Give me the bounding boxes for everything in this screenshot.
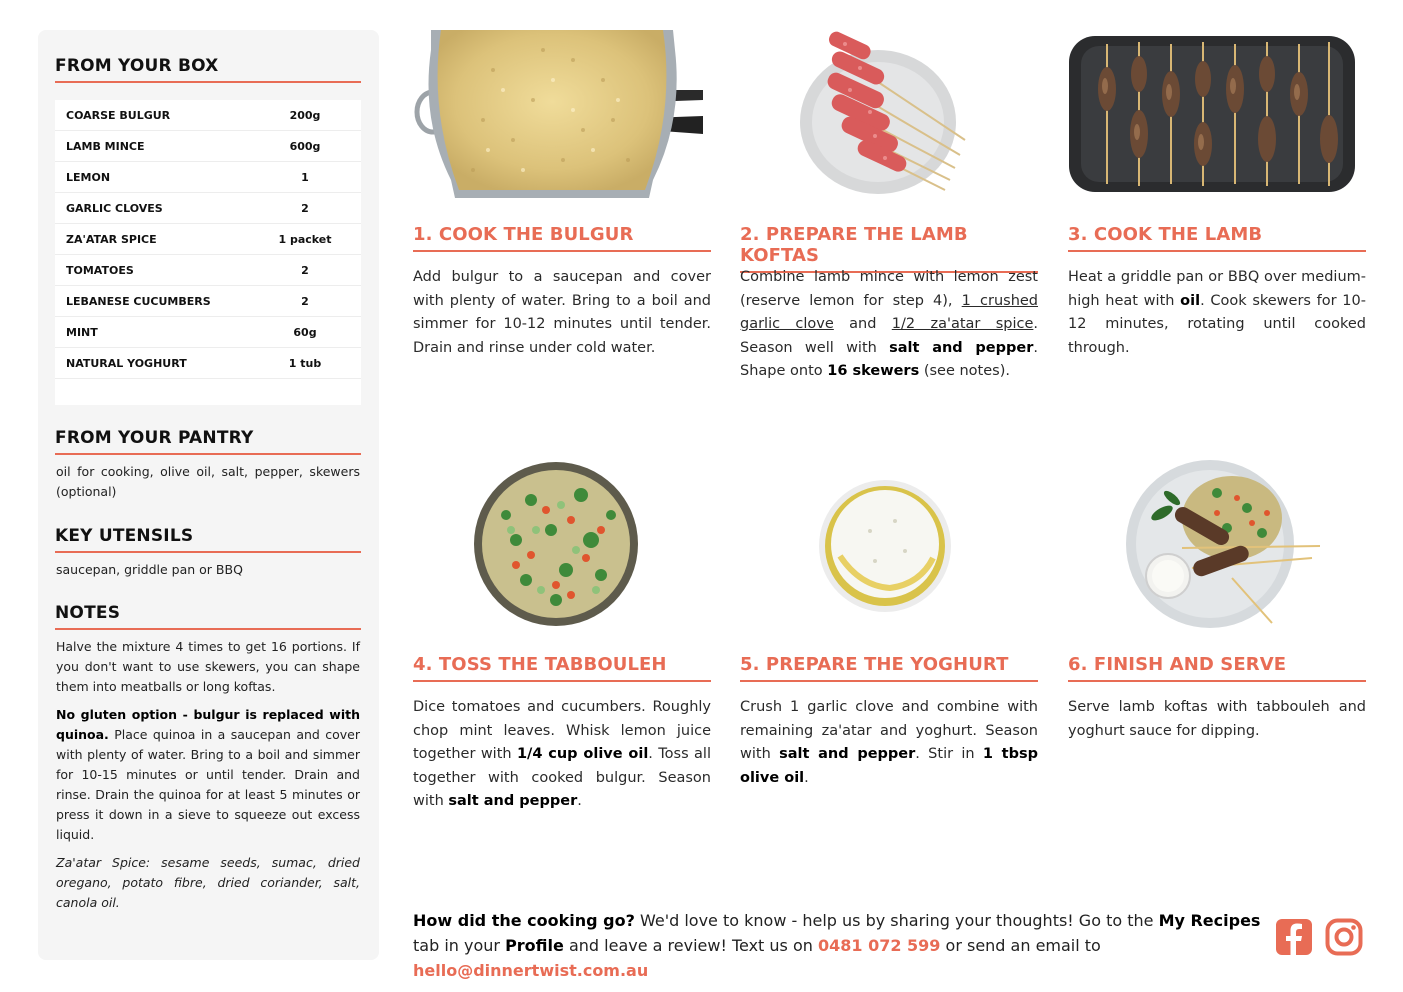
- table-row: [55, 193, 361, 224]
- raw-koftas-plate-image: [790, 30, 975, 198]
- table-row: [55, 317, 361, 348]
- step-2-text: Combine lamb mince with lemon zest (reserve lemon for step 4),: [740, 269, 1038, 309]
- notes-heading: NOTES: [55, 603, 361, 630]
- step-2-text: (see notes).: [919, 363, 1010, 379]
- bulgur-pot-image: [413, 30, 711, 198]
- table-row: [55, 162, 361, 193]
- notes-text: [56, 637, 360, 921]
- footer-question: How did the cooking go?: [413, 911, 635, 930]
- table-row: [55, 100, 361, 131]
- ingredient-qty: 2: [301, 201, 309, 215]
- table-row: [55, 131, 361, 162]
- box-ingredients-table: [55, 100, 361, 405]
- notes-portions: Halve the mixture 4 times to get 16 portions. If you don't want to use skewers, you can shape them into meatballs or long koftas.: [56, 639, 360, 694]
- ingredient-qty: 1 tub: [288, 356, 322, 370]
- facebook-icon[interactable]: [1275, 918, 1313, 956]
- footer-text: or send an email to: [940, 936, 1101, 955]
- table-row: [55, 286, 361, 317]
- my-recipes-label: My Recipes: [1158, 911, 1261, 930]
- notes-gluten-free: [56, 705, 360, 845]
- notes-gluten-free-title: No gluten option - bulgur is replaced with quinoa.: [56, 707, 360, 742]
- ingredient-qty: 2: [301, 294, 309, 308]
- ingredient-name: LEMON: [66, 170, 111, 184]
- phone-link[interactable]: 0481 072 599: [817, 936, 941, 955]
- step-2-text: and: [833, 316, 892, 332]
- ingredient-qty: 1: [301, 170, 309, 184]
- step-5-title: 5. PREPARE THE YOGHURT: [740, 654, 1038, 682]
- ingredient-qty: 600g: [289, 139, 321, 153]
- step-2-text: . Season well with: [740, 316, 1038, 356]
- finished-dish-image: [1122, 458, 1322, 630]
- instagram-icon[interactable]: [1325, 918, 1363, 956]
- step-2-spice: 1/2 za'atar spice: [891, 316, 1034, 332]
- profile-label: Profile: [505, 936, 564, 955]
- box-heading: FROM YOUR BOX: [55, 56, 361, 83]
- step-2-title: 2. PREPARE THE LAMB KOFTAS: [740, 224, 1038, 273]
- email-link[interactable]: hello@dinnertwist.com.au: [413, 961, 649, 980]
- utensils-heading: KEY UTENSILS: [55, 526, 361, 553]
- step-5-text: Crush 1 garlic clove and combine with remaining za'atar and yoghurt. Season with: [740, 699, 1038, 762]
- ingredient-name: COARSE BULGUR: [66, 108, 171, 122]
- footer-text: and leave a review! Text us on: [563, 936, 818, 955]
- step-5-body: [740, 696, 1038, 790]
- step-4-text: . Toss all together with cooked bulgur. Season with: [413, 746, 711, 809]
- ingredient-qty: 200g: [289, 108, 321, 122]
- footer-text: tab in your: [413, 936, 506, 955]
- ingredient-name: TOMATOES: [66, 263, 134, 277]
- ingredient-qty: 1 packet: [278, 232, 332, 246]
- table-row: [55, 348, 361, 379]
- yoghurt-bowl-image: [815, 476, 955, 616]
- ingredient-name: GARLIC CLOVES: [66, 201, 163, 215]
- step-3-text: Heat a griddle pan or BBQ over medium-high heat with: [1068, 269, 1366, 309]
- pantry-heading: FROM YOUR PANTRY: [55, 428, 361, 455]
- step-3-body: [1068, 266, 1366, 360]
- tabbouleh-bowl-image: [471, 460, 641, 628]
- step-3-oil: oil: [1180, 292, 1201, 309]
- footer-text: We'd love to know - help us by sharing your thoughts! Go to the: [634, 911, 1159, 930]
- ingredient-name: LEBANESE CUCUMBERS: [66, 294, 211, 308]
- ingredient-name: ZA'ATAR SPICE: [66, 232, 157, 246]
- step-4-title: 4. TOSS THE TABBOULEH: [413, 654, 711, 682]
- step-4-body: [413, 696, 711, 814]
- step-5-seasoning: salt and pepper: [779, 746, 916, 762]
- step-3-text: . Cook skewers for 10-12 minutes, rotating until cooked through.: [1068, 292, 1366, 356]
- step-6-body: Serve lamb koftas with tabbouleh and yoghurt sauce for dipping.: [1068, 699, 1366, 739]
- griddle-koftas-image: [1067, 34, 1357, 194]
- step-2-skewers: 16 skewers: [827, 363, 920, 379]
- ingredient-qty: 2: [301, 263, 309, 277]
- step-1-body: Add bulgur to a saucepan and cover with plenty of water. Bring to a boil and simmer for 10-12 minutes until tender. Drain and rinse under cold water.: [413, 269, 711, 356]
- ingredient-name: MINT: [66, 325, 98, 339]
- feedback-footer: [413, 908, 1263, 983]
- step-5-oil: 1 tbsp olive oil: [740, 746, 1038, 786]
- step-5-text: .: [804, 769, 809, 786]
- step-4-text: .: [577, 793, 582, 809]
- step-6-title: 6. FINISH AND SERVE: [1068, 654, 1366, 682]
- step-2-garlic: 1 crushed garlic clove: [740, 292, 1039, 332]
- step-1-title: 1. COOK THE BULGUR: [413, 224, 711, 252]
- ingredient-name: NATURAL YOGHURT: [66, 356, 187, 370]
- table-row: [55, 224, 361, 255]
- step-3-title: 3. COOK THE LAMB: [1068, 224, 1366, 252]
- ingredient-name: LAMB MINCE: [66, 139, 145, 153]
- ingredient-qty: 60g: [293, 325, 317, 339]
- step-4-oil: 1/4 cup olive oil: [516, 746, 649, 762]
- step-4-text: Dice tomatoes and cucumbers. Roughly chop mint leaves. Whisk lemon juice together with: [413, 699, 711, 762]
- utensils-text: saucepan, griddle pan or BBQ: [56, 562, 243, 577]
- pantry-text: oil for cooking, olive oil, salt, pepper, skewers (optional): [56, 464, 360, 499]
- table-row: [55, 255, 361, 286]
- step-2-body: [740, 266, 1038, 384]
- step-5-text: . Stir in: [915, 746, 983, 762]
- step-2-text: . Shape onto: [740, 339, 1038, 379]
- ingredients-sidebar: [38, 30, 379, 960]
- step-2-seasoning: salt and pepper: [889, 339, 1034, 356]
- step-4-seasoning: salt and pepper: [448, 793, 578, 809]
- notes-gluten-free-text: Place quinoa in a saucepan and cover with plenty of water. Bring to a boil and simmer for 10-15 minutes or until tender. Drain and rinse. Drain the quinoa for at least 5 minutes or press it down in a sieve to squeeze out excess liquid.: [56, 727, 360, 842]
- notes-spice-ingredients: Za'atar Spice: sesame seeds, sumac, dried oregano, potato fibre, dried coriander, salt, canola oil.: [56, 855, 360, 910]
